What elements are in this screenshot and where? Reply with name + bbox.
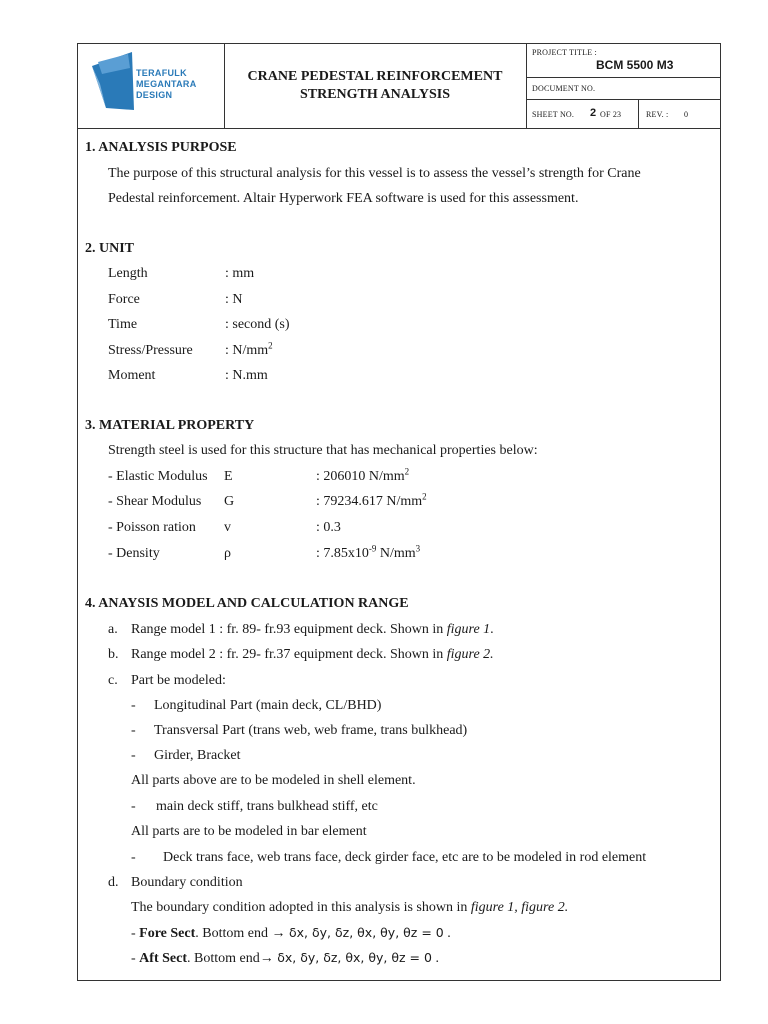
part-item-transversal: Transversal Part (trans web, web frame, trans bulkhead) <box>154 723 468 738</box>
section-heading-analysis-purpose: 1. ANALYSIS PURPOSE <box>85 140 237 155</box>
bar-element-note: All parts are to be modeled in bar element <box>131 824 367 839</box>
rev-label: REV. : <box>646 110 669 119</box>
material-value-elastic-sup: 2 <box>404 466 410 477</box>
unit-key-moment: Moment <box>108 368 156 383</box>
material-value-density-text: : 7.85x10 <box>316 546 369 561</box>
document-no-row <box>526 77 720 100</box>
fore-dof: δx, δy, δz, θx, θy, θz = 0 <box>289 925 444 940</box>
material-value-shear-text: : 79234.617 N/mm <box>316 494 423 509</box>
logo-line-3: DESIGN <box>136 90 173 100</box>
range-model-1-text: Range model 1 : fr. 89- fr.93 equipment deck. Shown in <box>131 622 447 637</box>
purpose-text-line-2: Pedestal reinforcement. Altair Hyperwork FEA software is used for this assessment. <box>108 191 579 206</box>
bullet-dash: - <box>131 698 136 713</box>
material-value-elastic-text: : 206010 N/mm <box>316 469 405 484</box>
fore-sect-line: - Fore Sect. Bottom end → δx, δy, δz, θx, θy, θz = 0 . <box>131 925 451 941</box>
range-model-2 <box>131 647 494 663</box>
unit-value-force: : N <box>225 292 243 307</box>
unit-value-stress <box>225 340 273 359</box>
right-arrow-icon: → <box>259 951 274 966</box>
material-key-poisson: - Poisson ration <box>108 520 196 535</box>
material-key-elastic: - Elastic Modulus <box>108 469 208 484</box>
project-title-value: BCM 5500 M3 <box>596 58 674 72</box>
sheet-divider <box>638 99 639 128</box>
unit-value-stress-text: : N/mm <box>225 343 269 358</box>
material-value-density-unit: N/mm <box>376 546 416 561</box>
material-value-shear <box>316 491 427 510</box>
part-item-longitudinal: Longitudinal Part (main deck, CL/BHD) <box>154 698 382 713</box>
figure-2-ref: figure 2. <box>446 647 494 662</box>
document-no-label: DOCUMENT NO. <box>532 84 596 93</box>
material-value-shear-sup: 2 <box>422 491 427 502</box>
logo-wordmark <box>136 68 197 101</box>
list-label-b: b. <box>108 647 119 662</box>
aft-sect-text: . Bottom end <box>186 951 260 966</box>
sheet-no-label: SHEET NO. <box>532 110 575 119</box>
unit-key-time: Time <box>108 317 138 332</box>
rod-element-item: Deck trans face, web trans face, deck girder face, etc are to be modeled in rod element <box>163 850 647 865</box>
page-frame <box>77 43 721 981</box>
figure-1-ref: figure 1 <box>446 622 491 637</box>
rev-value: 0 <box>684 110 689 119</box>
shell-element-note: All parts above are to be modeled in shell element. <box>131 773 416 788</box>
logo-line-1: TERAFULK <box>136 68 187 78</box>
bullet-dash: - <box>131 748 136 763</box>
fore-sect-text: . Bottom end <box>195 926 272 941</box>
sheet-total: OF 23 <box>600 110 622 119</box>
unit-value-stress-sup: 2 <box>268 340 273 351</box>
bullet-dash: - <box>131 723 136 738</box>
title-line-2: STRENGTH ANALYSIS <box>299 87 451 102</box>
project-title-row <box>526 44 720 78</box>
sheet-no-value: 2 <box>590 107 597 119</box>
material-symbol-poisson: v <box>224 520 231 535</box>
range-model-1-end: . <box>490 622 494 637</box>
section-heading-unit: 2. UNIT <box>85 241 135 256</box>
material-key-density: - Density <box>108 546 160 561</box>
company-logo <box>78 44 225 128</box>
document-header <box>78 44 720 129</box>
parts-modeled-heading: Part be modeled: <box>131 673 226 688</box>
bar-element-item: main deck stiff, trans bulkhead stiff, etc <box>156 799 378 814</box>
material-value-elastic <box>316 466 410 485</box>
list-label-c: c. <box>108 673 118 688</box>
meta-block <box>526 44 720 128</box>
sheet-row <box>526 99 720 128</box>
unit-value-moment: : N.mm <box>225 368 268 383</box>
unit-key-stress: Stress/Pressure <box>108 343 193 358</box>
purpose-text-line-1: The purpose of this structural analysis for this vessel is to assess the vessel’s strength for Crane <box>108 166 641 181</box>
bullet-dash: - <box>131 850 136 865</box>
unit-value-length: : mm <box>225 266 255 281</box>
material-intro: Strength steel is used for this structure that has mechanical properties below: <box>108 443 538 458</box>
aft-dash: - <box>131 951 136 966</box>
fore-dash: - <box>131 926 136 941</box>
aft-sect-line: - Aft Sect. Bottom end→ δx, δy, δz, θx, θy, θz = 0 . <box>131 950 439 966</box>
material-value-density <box>316 543 421 562</box>
title-line-1: CRANE PEDESTAL REINFORCEMENT <box>247 69 503 84</box>
figure-refs: figure 1, figure 2. <box>470 900 569 915</box>
boundary-condition-text-body: The boundary condition adopted in this analysis is shown in <box>131 900 471 915</box>
list-label-a: a. <box>108 622 118 637</box>
unit-value-time: : second (s) <box>225 317 290 332</box>
range-model-1 <box>131 622 494 638</box>
right-arrow-icon: → <box>271 926 286 941</box>
section-heading-analysis-model: 4. ANAYSIS MODEL AND CALCULATION RANGE <box>85 596 409 611</box>
material-key-shear: - Shear Modulus <box>108 494 202 509</box>
material-symbol-elastic: E <box>224 469 233 484</box>
unit-key-length: Length <box>108 266 148 281</box>
unit-key-force: Force <box>108 292 140 307</box>
list-label-d: d. <box>108 875 119 890</box>
document-title <box>224 44 527 128</box>
section-heading-material-property: 3. MATERIAL PROPERTY <box>85 418 255 433</box>
part-item-girder: Girder, Bracket <box>154 748 241 763</box>
material-symbol-shear: G <box>224 494 235 509</box>
material-symbol-density: ρ <box>224 546 231 561</box>
material-value-poisson: : 0.3 <box>316 520 341 535</box>
boundary-condition-heading: Boundary condition <box>131 875 243 890</box>
material-value-density-sup2: 3 <box>415 543 421 554</box>
bullet-dash: - <box>131 799 136 814</box>
aft-sect-label: Aft Sect <box>139 951 187 966</box>
project-title-label: PROJECT TITLE : <box>532 48 597 57</box>
material-value-density-sup: -9 <box>368 543 377 554</box>
boundary-condition-text <box>131 900 568 916</box>
logo-line-2: MEGANTARA <box>136 79 197 89</box>
fore-sect-label: Fore Sect <box>139 926 196 941</box>
range-model-2-text: Range model 2 : fr. 29- fr.37 equipment deck. Shown in <box>131 647 447 662</box>
aft-dof: δx, δy, δz, θx, θy, θz = 0 <box>277 950 432 965</box>
